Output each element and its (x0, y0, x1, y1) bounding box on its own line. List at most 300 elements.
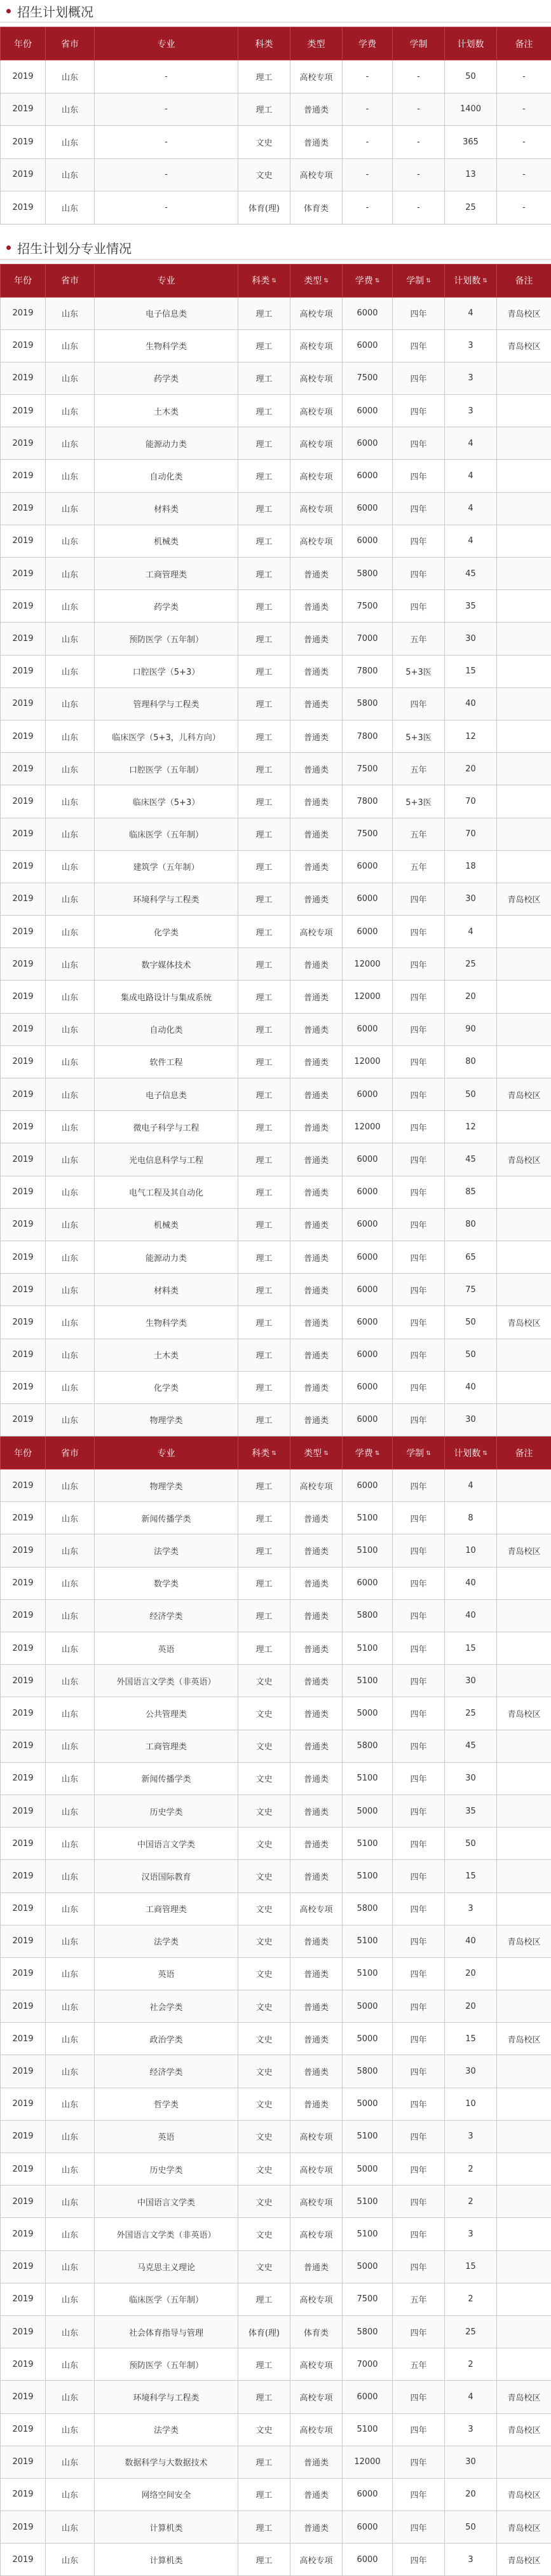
table-cell (497, 1013, 551, 1045)
table-cell: 理工 (238, 558, 290, 590)
table-cell: 40 (445, 1925, 497, 1957)
table-row (1, 158, 551, 191)
table-cell (497, 2153, 551, 2186)
table-cell: 2019 (1, 1176, 46, 1208)
column-header (1, 264, 46, 297)
table-cell: 山东 (46, 753, 95, 785)
table-cell: 50 (445, 1828, 497, 1860)
table-cell (497, 1860, 551, 1892)
table-cell: 文史 (238, 2186, 290, 2218)
table-cell: 青岛校区 (497, 2478, 551, 2511)
table-cell: 2019 (1, 687, 46, 720)
table-row (1, 2250, 551, 2283)
table-cell (497, 1567, 551, 1599)
table-cell: 数据科学与大数据技术 (95, 2446, 238, 2478)
table-cell: 理工 (238, 818, 290, 850)
table-cell: 山东 (46, 2218, 95, 2250)
table-cell: 高校专项 (290, 1892, 343, 1925)
table-row (1, 2413, 551, 2446)
table-cell: 马克思主义理论 (95, 2250, 238, 2283)
table-cell: 普通类 (290, 1925, 343, 1957)
table-cell: 计算机类 (95, 2544, 238, 2576)
sort-icon[interactable]: ⇅ (271, 278, 276, 284)
table-cell: 2019 (1, 1371, 46, 1403)
table-cell: 四年 (393, 297, 445, 329)
column-header[interactable] (290, 1436, 343, 1470)
table-cell: 新闻传播学类 (95, 1502, 238, 1534)
table-cell (497, 623, 551, 655)
table-cell: 四年 (393, 2186, 445, 2218)
table-cell: 山东 (46, 1730, 95, 1762)
table-row (1, 2120, 551, 2152)
section-overview (0, 0, 551, 224)
table-cell: 2019 (1, 1892, 46, 1925)
table-cell: 理工 (238, 850, 290, 883)
column-header-label: 省市 (61, 276, 79, 286)
table-cell (497, 1176, 551, 1208)
table-cell: 普通类 (290, 818, 343, 850)
table-cell: 5100 (343, 1665, 393, 1697)
table-row (1, 785, 551, 818)
column-header[interactable] (238, 1436, 290, 1470)
table-cell: 文史 (238, 2120, 290, 2152)
table-cell: 7500 (343, 2283, 393, 2315)
table-cell: 四年 (393, 395, 445, 427)
table-cell: 2019 (1, 2446, 46, 2478)
table-cell: 4 (445, 427, 497, 460)
table-cell: 文史 (238, 2088, 290, 2120)
column-header: 科类 (238, 27, 290, 60)
table-cell: 山东 (46, 525, 95, 557)
table-cell: 四年 (393, 1794, 445, 1827)
table-cell: 四年 (393, 2511, 445, 2544)
table-cell: 高校专项 (290, 427, 343, 460)
sort-icon[interactable]: ⇅ (375, 1450, 380, 1457)
table-cell: 理工 (238, 1078, 290, 1111)
table-row (1, 2218, 551, 2250)
table-cell: 理工 (238, 590, 290, 623)
table-cell: 2019 (1, 2186, 46, 2218)
by-major-table (0, 264, 551, 2576)
table-cell: 山东 (46, 558, 95, 590)
column-header[interactable] (445, 1436, 497, 1470)
table-cell: 2019 (1, 2218, 46, 2250)
table-cell (497, 1111, 551, 1143)
table-cell: 中国语言文学类 (95, 2186, 238, 2218)
table-cell: 山东 (46, 1470, 95, 1502)
table-cell: 2019 (1, 2120, 46, 2152)
table-cell: - (393, 158, 445, 191)
table-cell: 普通类 (290, 1990, 343, 2023)
table-cell: 四年 (393, 525, 445, 557)
table-row (1, 2088, 551, 2120)
table-cell: 四年 (393, 1665, 445, 1697)
sort-icon[interactable]: ⇅ (482, 278, 487, 284)
column-header-label: 类型 (304, 276, 322, 286)
column-header[interactable] (290, 264, 343, 297)
table-cell: 普通类 (290, 1306, 343, 1339)
table-cell: 3 (445, 2413, 497, 2446)
table-row (1, 1632, 551, 1665)
table-cell: 体育(理) (238, 2315, 290, 2348)
table-cell: 经济学类 (95, 1599, 238, 1632)
table-cell: 5000 (343, 1990, 393, 2023)
table-cell: 15 (445, 2250, 497, 2283)
table-cell: 高校专项 (290, 2120, 343, 2152)
table-cell: 3 (445, 2544, 497, 2576)
table-cell: 普通类 (290, 1697, 343, 1730)
table-cell: 药学类 (95, 590, 238, 623)
table-cell: 7000 (343, 2348, 393, 2381)
table-row (1, 1502, 551, 1534)
table-cell: 30 (445, 883, 497, 915)
table-cell: 普通类 (290, 1045, 343, 1078)
table-cell (497, 1599, 551, 1632)
column-header (95, 264, 238, 297)
table-cell: 2019 (1, 460, 46, 492)
table-row (1, 1176, 551, 1208)
table-cell (497, 916, 551, 948)
table-cell: 2019 (1, 1208, 46, 1241)
table-cell: 2019 (1, 1567, 46, 1599)
table-cell: 管理科学与工程类 (95, 687, 238, 720)
bullet-dot-icon (6, 9, 11, 13)
column-header: 省市 (46, 27, 95, 60)
table-cell: 理工 (238, 753, 290, 785)
table-cell: 法学类 (95, 1925, 238, 1957)
table-cell: 40 (445, 1567, 497, 1599)
table-cell: 青岛校区 (497, 2023, 551, 2055)
table-cell: 山东 (46, 297, 95, 329)
table-cell (497, 1403, 551, 1436)
table-cell: 山东 (46, 2348, 95, 2381)
table-cell: 5100 (343, 1957, 393, 1990)
table-cell: 理工 (238, 785, 290, 818)
table-cell: 12000 (343, 948, 393, 981)
table-cell: 高校专项 (290, 2544, 343, 2576)
table-cell: 理工 (238, 1371, 290, 1403)
table-cell: 2019 (1, 1013, 46, 1045)
table-cell (497, 1794, 551, 1827)
table-cell: 3 (445, 2218, 497, 2250)
table-cell: 理工 (238, 687, 290, 720)
table-cell: 30 (445, 1762, 497, 1794)
table-cell: 6000 (343, 2511, 393, 2544)
table-row (1, 1925, 551, 1957)
table-cell: 15 (445, 1632, 497, 1665)
table-cell: 青岛校区 (497, 1306, 551, 1339)
table-cell: 四年 (393, 1730, 445, 1762)
table-cell: 文史 (238, 1990, 290, 2023)
table-cell: 理工 (238, 525, 290, 557)
table-cell: 6000 (343, 1567, 393, 1599)
table-cell: 2019 (1, 191, 46, 224)
table-cell: 普通类 (290, 1730, 343, 1762)
column-header[interactable] (343, 1436, 393, 1470)
table-cell: 四年 (393, 1176, 445, 1208)
table-row (1, 2544, 551, 2576)
table-cell: 青岛校区 (497, 2413, 551, 2446)
table-cell: 30 (445, 2446, 497, 2478)
table-cell: 25 (445, 1697, 497, 1730)
table-cell: 山东 (46, 1176, 95, 1208)
table-cell (497, 525, 551, 557)
table-cell: 化学类 (95, 1371, 238, 1403)
table-cell: 5000 (343, 1697, 393, 1730)
table-row (1, 916, 551, 948)
table-cell: 山东 (46, 981, 95, 1013)
table-cell: 四年 (393, 1143, 445, 1176)
table-cell: 12000 (343, 2446, 393, 2478)
table-cell: 2 (445, 2283, 497, 2315)
column-header-label: 专业 (158, 1449, 175, 1459)
column-header-label: 备注 (515, 1449, 533, 1459)
table-cell: - (343, 126, 393, 159)
table-cell: 四年 (393, 2055, 445, 2088)
table-cell (497, 590, 551, 623)
table-cell: 5800 (343, 2055, 393, 2088)
table-cell: 15 (445, 655, 497, 687)
table-cell: 高校专项 (290, 395, 343, 427)
table-cell: 10 (445, 1534, 497, 1567)
section-title-text: 招生计划概况 (17, 2, 93, 20)
column-header-label: 计划数 (454, 276, 480, 286)
table-cell: 理工 (238, 1045, 290, 1078)
column-header[interactable] (393, 264, 445, 297)
table-cell (497, 2186, 551, 2218)
table-cell: 化学类 (95, 916, 238, 948)
table-cell: 25 (445, 2315, 497, 2348)
table-cell: 6000 (343, 329, 393, 362)
table-cell: - (393, 126, 445, 159)
section-title-by-major (0, 237, 551, 260)
table-cell: 山东 (46, 1111, 95, 1143)
table-cell (497, 1632, 551, 1665)
table-row (1, 2315, 551, 2348)
table-cell: 理工 (238, 1208, 290, 1241)
table-cell: 4 (445, 525, 497, 557)
table-cell: 四年 (393, 1502, 445, 1534)
table-cell (497, 720, 551, 752)
table-cell (497, 1957, 551, 1990)
table-row (1, 1860, 551, 1892)
table-cell: 四年 (393, 1697, 445, 1730)
table-row (1, 1143, 551, 1176)
table-cell: 五年 (393, 2348, 445, 2381)
table-cell (497, 1274, 551, 1306)
table-cell: 文史 (238, 158, 290, 191)
table-cell: 理工 (238, 460, 290, 492)
sort-icon[interactable]: ⇅ (482, 1450, 487, 1457)
table-cell: 四年 (393, 1306, 445, 1339)
table-cell (497, 1990, 551, 2023)
table-cell: 2019 (1, 785, 46, 818)
table-cell: 四年 (393, 1470, 445, 1502)
table-row (1, 850, 551, 883)
table-cell: 山东 (46, 1143, 95, 1176)
table-row (1, 1892, 551, 1925)
table-header-row (1, 264, 551, 297)
table-cell: 2019 (1, 1697, 46, 1730)
table-cell: 文史 (238, 2413, 290, 2446)
table-cell: 社会学类 (95, 1990, 238, 2023)
table-cell: 临床医学（五年制） (95, 818, 238, 850)
table-cell: 2019 (1, 329, 46, 362)
column-header (46, 264, 95, 297)
table-cell: 45 (445, 1143, 497, 1176)
table-cell (497, 2218, 551, 2250)
table-row (1, 1241, 551, 1273)
table-row (1, 655, 551, 687)
table-cell: 4 (445, 916, 497, 948)
table-cell: 山东 (46, 1045, 95, 1078)
table-cell: 四年 (393, 2544, 445, 2576)
table-cell: 山东 (46, 60, 95, 93)
table-cell: 15 (445, 1860, 497, 1892)
table-row (1, 1534, 551, 1567)
sort-icon[interactable]: ⇅ (271, 1450, 276, 1457)
table-row (1, 1078, 551, 1111)
table-cell: 5100 (343, 1762, 393, 1794)
column-header: 计划数 (445, 27, 497, 60)
table-row (1, 1111, 551, 1143)
table-cell: 理工 (238, 60, 290, 93)
table-cell: 四年 (393, 2023, 445, 2055)
table-cell: 40 (445, 1371, 497, 1403)
table-row (1, 2023, 551, 2055)
sort-icon[interactable]: ⇅ (426, 1450, 431, 1457)
table-cell: 能源动力类 (95, 1241, 238, 1273)
table-cell: 普通类 (290, 655, 343, 687)
table-cell: 理工 (238, 720, 290, 752)
section-title-overview (0, 0, 551, 23)
table-cell: 7800 (343, 720, 393, 752)
table-cell: 理工 (238, 655, 290, 687)
table-cell: 软件工程 (95, 1045, 238, 1078)
table-cell (497, 1339, 551, 1371)
table-row (1, 1665, 551, 1697)
table-cell: 山东 (46, 2088, 95, 2120)
column-header[interactable] (393, 1436, 445, 1470)
table-cell: 13 (445, 158, 497, 191)
column-header (95, 1436, 238, 1470)
table-cell: 四年 (393, 2446, 445, 2478)
table-cell: 普通类 (290, 590, 343, 623)
table-cell: 6000 (343, 395, 393, 427)
table-cell: 经济学类 (95, 2055, 238, 2088)
table-cell (497, 785, 551, 818)
column-header-label: 科类 (252, 276, 269, 286)
table-cell: 2019 (1, 1860, 46, 1892)
table-row (1, 1730, 551, 1762)
table-row (1, 1762, 551, 1794)
sort-icon[interactable]: ⇅ (323, 1450, 329, 1457)
table-cell: 青岛校区 (497, 297, 551, 329)
table-cell: 理工 (238, 1567, 290, 1599)
column-header[interactable] (445, 264, 497, 297)
table-cell: 2019 (1, 1957, 46, 1990)
table-cell: 2019 (1, 297, 46, 329)
table-cell: 6000 (343, 2544, 393, 2576)
table-row (1, 126, 551, 159)
table-cell: 山东 (46, 623, 95, 655)
table-cell: 生物科学类 (95, 1306, 238, 1339)
column-header-label: 类型 (304, 1449, 322, 1459)
sort-icon[interactable]: ⇅ (375, 278, 380, 284)
table-cell: 普通类 (290, 687, 343, 720)
table-row (1, 2511, 551, 2544)
table-cell: 2019 (1, 1078, 46, 1111)
table-cell: 社会体育指导与管理 (95, 2315, 238, 2348)
table-cell: 普通类 (290, 2088, 343, 2120)
table-cell: - (393, 191, 445, 224)
sort-icon[interactable]: ⇅ (323, 278, 329, 284)
table-cell: 6000 (343, 1241, 393, 1273)
table-cell: 文史 (238, 1892, 290, 1925)
column-header[interactable] (343, 264, 393, 297)
table-cell: 2019 (1, 525, 46, 557)
table-cell: 2019 (1, 60, 46, 93)
table-cell: - (497, 191, 551, 224)
table-cell: 理工 (238, 2446, 290, 2478)
table-cell: 四年 (393, 1828, 445, 1860)
column-header-label: 年份 (14, 276, 32, 286)
column-header[interactable] (238, 264, 290, 297)
table-cell: 2019 (1, 2055, 46, 2088)
table-cell (497, 948, 551, 981)
table-row (1, 883, 551, 915)
table-row (1, 623, 551, 655)
table-row (1, 720, 551, 752)
table-cell: 普通类 (290, 1794, 343, 1827)
table-row (1, 2446, 551, 2478)
table-cell: 2019 (1, 1828, 46, 1860)
table-cell: 四年 (393, 1403, 445, 1436)
table-cell: 3 (445, 362, 497, 394)
sort-icon[interactable]: ⇅ (426, 278, 431, 284)
table-row (1, 1208, 551, 1241)
table-cell: 2019 (1, 655, 46, 687)
table-cell: 山东 (46, 1990, 95, 2023)
table-cell: - (497, 126, 551, 159)
table-cell: 山东 (46, 2511, 95, 2544)
table-cell: 12000 (343, 981, 393, 1013)
bullet-dot-icon (6, 245, 11, 250)
table-cell: 12000 (343, 1111, 393, 1143)
table-cell: 四年 (393, 1371, 445, 1403)
table-cell: 自动化类 (95, 460, 238, 492)
table-cell: 山东 (46, 655, 95, 687)
table-cell: 高校专项 (290, 158, 343, 191)
table-cell: 四年 (393, 948, 445, 981)
table-cell: 5100 (343, 1534, 393, 1567)
table-cell: 2019 (1, 1990, 46, 2023)
table-cell: 数学类 (95, 1567, 238, 1599)
table-cell: 四年 (393, 2315, 445, 2348)
table-cell: 青岛校区 (497, 1534, 551, 1567)
table-cell: 2019 (1, 1762, 46, 1794)
table-row (1, 1567, 551, 1599)
table-cell: 四年 (393, 1534, 445, 1567)
column-header (497, 264, 551, 297)
table-cell: 四年 (393, 1274, 445, 1306)
table-cell: 山东 (46, 1665, 95, 1697)
table-cell: 2019 (1, 93, 46, 126)
table-cell: 2019 (1, 1665, 46, 1697)
table-cell: 四年 (393, 1208, 445, 1241)
table-cell (497, 2088, 551, 2120)
table-cell: 高校专项 (290, 492, 343, 525)
